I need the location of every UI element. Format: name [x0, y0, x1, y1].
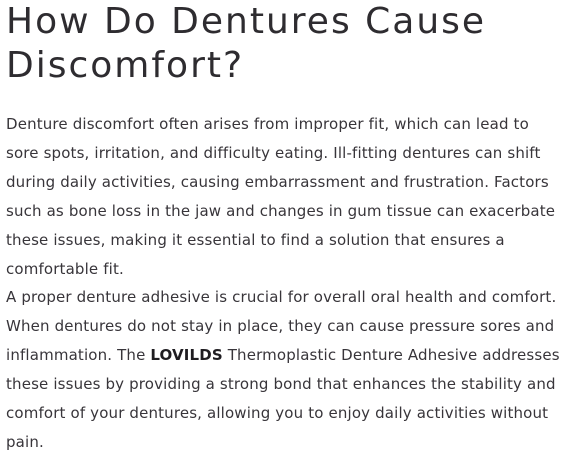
article-body — [6, 110, 562, 457]
paragraph-denture-discomfort: Denture discomfort often arises from improper fit, which can lead to sore spots, irritation, and difficulty eating. Ill-fitting dentures can shift during daily activities, causing embarrassment and frustration. Factors such as bone loss in the jaw and changes in gum tissue can exacerbate these issues, making it essential to find a solution that ensures a comfortable fit. — [6, 115, 556, 278]
article — [6, 0, 566, 451]
brand-name: LOVILDS — [150, 346, 223, 365]
paragraph-text-rest: Thermoplastic Denture Adhesive addresses these issues by providing a strong bond that enhances the stability and comfort of your dentures, allowing you to enjoy daily activities without pain. — [6, 346, 560, 451]
paragraph-denture-adhesive — [6, 283, 562, 456]
article-heading: How Do Dentures Cause Discomfort? — [6, 1, 487, 86]
paragraph-text-intro: A proper denture adhesive is crucial for overall oral health and comfort. When dentures do not stay in place, they can cause pressure sores and inflammation. The — [6, 288, 557, 365]
